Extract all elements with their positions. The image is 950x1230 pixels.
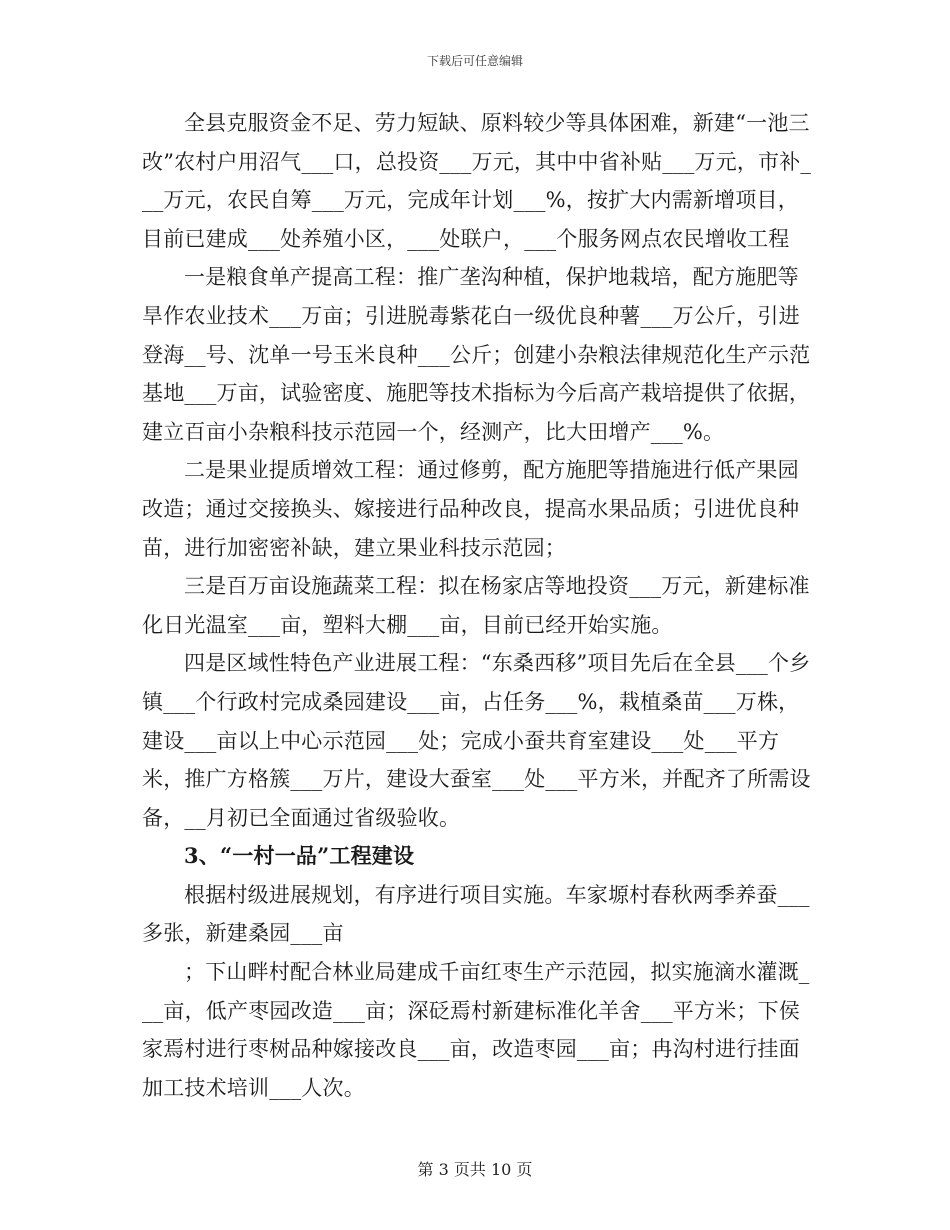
- page-footer: 第 3 页共 10 页: [417, 1160, 533, 1179]
- paragraph-intro: 全县克服资金不足、劳力短缺、原料较少等具体困难，新建“一池三改”农村户用沼气___口，总投资___万元，其中中省补贴___万元，市补___万元，农民自筹___万元，完成年计划___%，按扩大内需新增项目，目前已建成___处养殖小区，___处联户，___个服务网点农民增收工程: [142, 111, 812, 251]
- paragraph-vegetable: 三是百万亩设施蔬菜工程：拟在杨家店等地投资___万元，新建标准化日光温室___亩，塑料大棚___亩，目前已经开始实施。: [142, 574, 810, 637]
- document-body: [142, 104, 812, 1107]
- paragraph-fruit: 二是果业提质增效工程：通过修剪，配方施肥等措施进行低产果园改造；通过交接换头、嫁接进行品种改良，提高水果品质；引进优良种苗，进行加密密补缺，建立果业科技示范园；: [142, 458, 800, 560]
- paragraph-villages: ；下山畔村配合林业局建成千亩红枣生产示范园，拟实施滴水灌溉___亩，低产枣园改造___亩；深砭焉村新建标准化羊舍___平方米；下侯家焉村进行枣树品种嫁接改良___亩，改造枣园___亩；冉沟村进行挂面加工技术培训___人次。: [142, 960, 810, 1100]
- paragraph-plan: 根据村级进展规划，有序进行项目实施。车家塬村春秋两季养蚕___多张，新建桑园___亩: [142, 882, 810, 946]
- paragraph-grain: 一是粮食单产提高工程：推广垄沟种植，保护地栽培，配方施肥等旱作农业技术___万亩；引进脱毒紫花白一级优良种薯___万公斤，引进登海__号、沈单一号玉米良种___公斤；创建小杂粮法律规范化生产示范基地___万亩，试验密度、施肥等技术指标为今后高产栽培提供了依据，建立百亩小杂粮科技示范园一个，经测产，比大田增产___%。: [142, 265, 811, 444]
- section-heading: 3、“一村一品”工程建设: [184, 843, 415, 869]
- paragraph-regional: 四是区域性特色产业进展工程：“东桑西移”项目先后在全县___个乡镇___个行政村完成桑园建设___亩，占任务___%，栽植桑苗___万株，建设___亩以上中心示范园___处；完成小蚕共育室建设___处___平方米，推广方格簇___万片，建设大蚕室___处___平方米，并配齐了所需设备，__月初已全面通过省级验收。: [142, 651, 811, 830]
- page-header: 下载后可任意编辑: [426, 54, 523, 68]
